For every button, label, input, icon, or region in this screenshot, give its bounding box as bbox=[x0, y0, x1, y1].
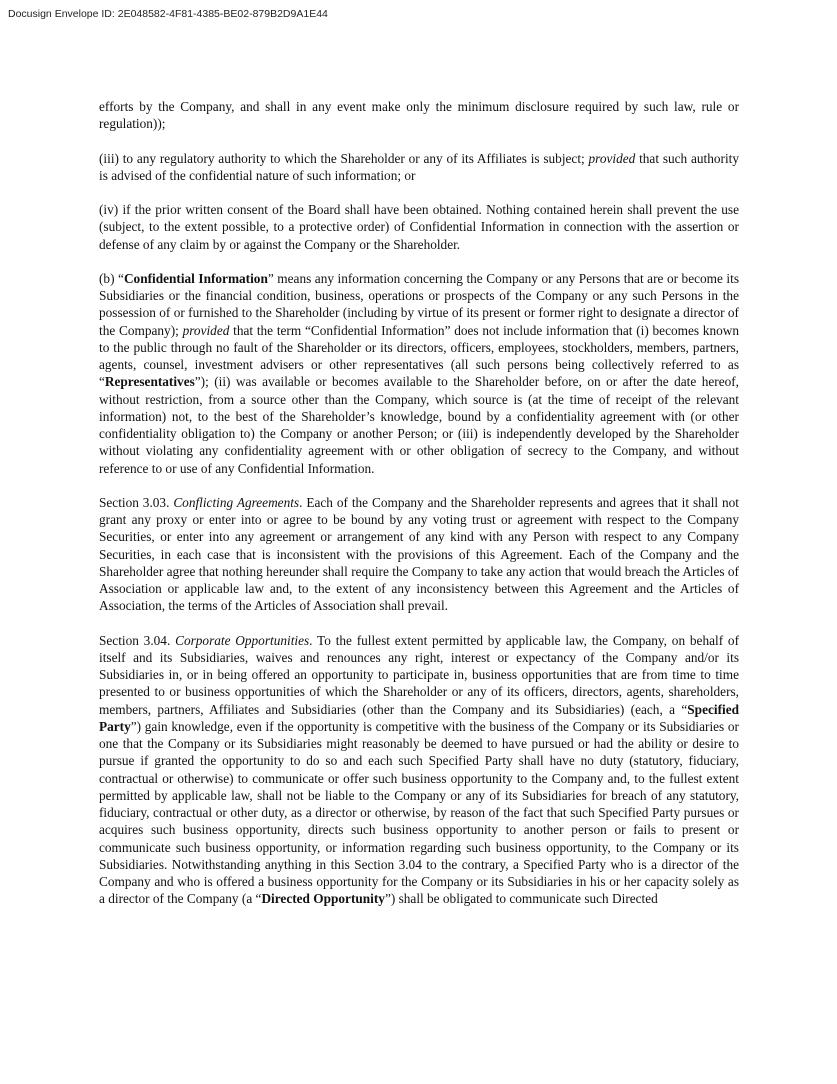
section-heading: Conflicting Agreements bbox=[173, 494, 300, 510]
paragraph-text: that the term “Confidential Information” does not include information that (i) becomes known to the public through no fault of the Shareholder or its directors, officers, employees, stockholders, members, partners, agents, counsel, investment advisers or other representatives (all such persons being collectively referred to as “ bbox=[99, 322, 739, 390]
section-heading: Corporate Opportunities bbox=[175, 632, 310, 648]
paragraph-text: ”); (ii) was available or becomes available to the Shareholder before, on or after the date hereof, without restriction, from a source other than the Company, which source is (at the time of receipt of the relevant information) not, to the best of the Shareholder’s knowledge, bound by a confidentiality agreement with (or other confidentiality obligation to) the Company or another Person; or (iii) is independently developed by the Shareholder without violating any confidentiality agreement with or other obligation of secrecy to the Company, and without reference to or use of any Confidential Information. bbox=[99, 374, 739, 476]
document-body bbox=[99, 98, 739, 925]
paragraph-clause-iii bbox=[99, 150, 739, 185]
paragraph-text: . To the fullest extent permitted by applicable law, the Company, on behalf of itself and its Subsidiaries, waives and renounces any right, interest or expectancy of the Company and/or its Subsidiaries in, or in being offered an opportunity to participate in, business opportunities that are from time to time presented to or business opportunities of which the Shareholder or any of its officers, directors, agents, shareholders, members, partners, Affiliates and Subsidiaries (other than the Company and its Subsidiaries) (each, a “ bbox=[99, 632, 739, 717]
defined-term: Directed Opportunity bbox=[261, 891, 385, 907]
paragraph-text: ” means any information concerning the Company or any Persons that are or become its Subsidiaries or the financial condition, business, operations or prospects of the Company or any such Persons in the possession of or furnished to the Shareholder (including by virtue of its present or former right to designate a director of the Company); bbox=[99, 270, 739, 338]
section-number: Section 3.04. bbox=[99, 632, 176, 648]
emphasis-text: provided bbox=[588, 150, 636, 166]
paragraph-text: . Each of the Company and the Shareholder represents and agrees that it shall not grant any proxy or enter into or agree to be bound by any voting trust or agreement with respect to the Company Securities, or enter into any agreement or arrangement of any kind with any Person with respect to any Company Securities, in each case that is inconsistent with the provisions of this Agreement. Each of the Company and the Shareholder agree that nothing hereunder shall require the Company to take any action that would breach the Articles of Association or applicable law and, to the extent of any inconsistency between this Agreement and the Articles of Association, the terms of the Articles of Association shall prevail. bbox=[99, 494, 739, 614]
paragraph-text: (iv) if the prior written consent of the Board shall have been obtained. Nothing contained herein shall prevent the use (subject, to the extent possible, to a protective order) of Confidential Information in connection with the assertion or defense of any claim by or against the Company or the Shareholder. bbox=[99, 202, 739, 252]
section-3-04 bbox=[99, 632, 739, 908]
defined-term: Confidential Information bbox=[123, 270, 268, 286]
paragraph-text: that such authority is advised of the confidential nature of such information; or bbox=[99, 150, 739, 183]
paragraph-text: (b) “ bbox=[99, 270, 124, 286]
paragraph-confidential-information-definition bbox=[99, 270, 739, 477]
section-3-03 bbox=[99, 494, 739, 615]
defined-term: Representatives bbox=[104, 374, 195, 390]
paragraph-text: ”) gain knowledge, even if the opportunity is competitive with the business of the Company or its Subsidiaries or one that the Company or its Subsidiaries might reasonably be deemed to have pursued or had the ability or desire to pursue if granted the opportunity to do so and each such Specified Party shall have no duty (statutory, fiduciary, contractual or otherwise) to communicate or offer such business opportunity to the Company and, to the fullest extent permitted by applicable law, shall not be liable to the Company or any of its Subsidiaries for breach of any statutory, fiduciary, contractual or other duty, as a director or otherwise, by reason of the fact that such Specified Party pursues or acquires such business opportunity, directs such business opportunity to another person or fails to present or communicate such business opportunity, or information regarding such business opportunity, to the Company or its Subsidiaries. Notwithstanding anything in this Section 3.04 to the contrary, a Specified Party who is a director of the Company and who is offered a business opportunity for the Company or its Subsidiaries in his or her capacity solely as a director of the Company (a “ bbox=[99, 718, 739, 907]
paragraph-text: (iii) to any regulatory authority to which the Shareholder or any of its Affiliates is subject; bbox=[99, 150, 589, 166]
paragraph-text: ”) shall be obligated to communicate such Directed bbox=[384, 891, 658, 907]
paragraph-disclosure-continuation bbox=[99, 98, 739, 133]
section-number: Section 3.03. bbox=[99, 494, 174, 510]
paragraph-text: efforts by the Company, and shall in any event make only the minimum disclosure required by such law, rule or regulation)); bbox=[99, 99, 739, 132]
emphasis-text: provided bbox=[182, 322, 230, 338]
paragraph-clause-iv bbox=[99, 201, 739, 253]
envelope-id: Docusign Envelope ID: 2E048582-4F81-4385-BE02-879B2D9A1E44 bbox=[8, 8, 328, 20]
defined-term: Specified Party bbox=[99, 701, 739, 734]
